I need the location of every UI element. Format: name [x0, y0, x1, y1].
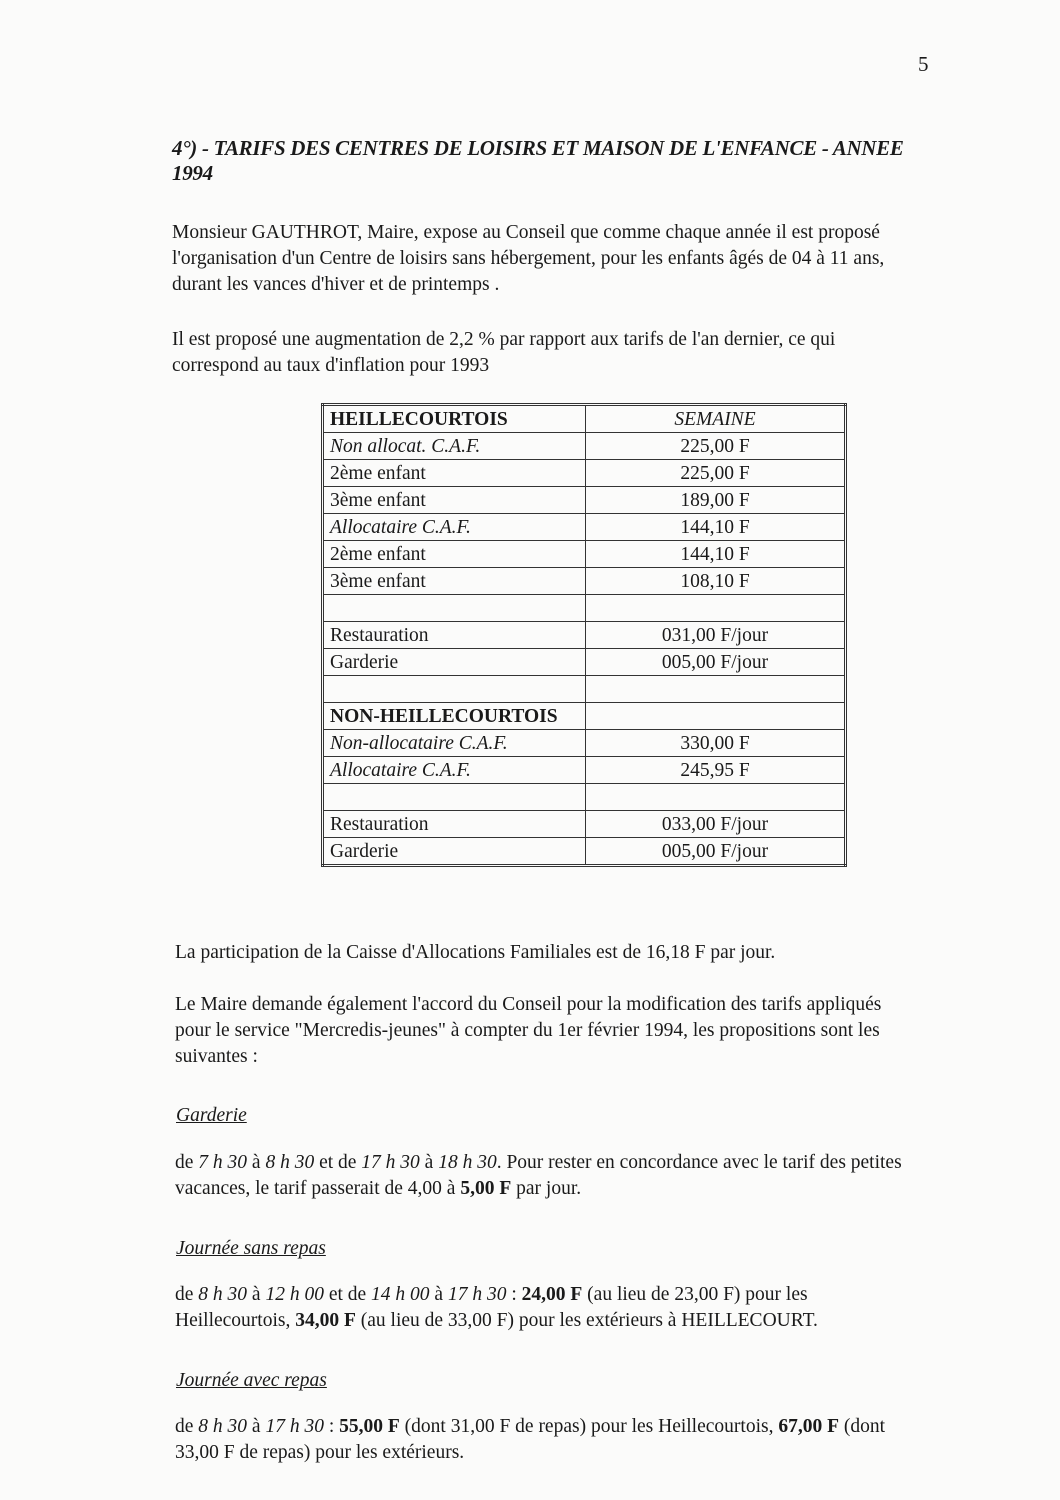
augmentation-paragraph: Il est proposé une augmentation de 2,2 % par rapport aux tarifs de l'an dernier, ce qui correspond au taux d'inflation pour 1993 — [172, 329, 836, 376]
row-label: Non allocat. C.A.F. — [323, 433, 586, 460]
tarifs-table — [321, 403, 847, 867]
avec-repas-paragraph: de 8 h 30 à 17 h 30 : 55,00 F (dont 31,00 F de repas) pour les Heillecourtois, 67,00 F (dont 33,00 F de repas) pour les extérieurs. — [175, 1416, 886, 1463]
row-value: 330,00 F — [586, 730, 846, 757]
table-row — [323, 460, 846, 487]
table-row-empty — [323, 676, 846, 703]
table-header-value: SEMAINE — [586, 405, 846, 433]
row-label: Garderie — [323, 838, 586, 866]
row-value: 189,00 F — [586, 487, 846, 514]
row-label: 3ème enfant — [323, 487, 586, 514]
row-label: 2ème enfant — [323, 541, 586, 568]
intro-paragraph: Monsieur GAUTHROT, Maire, expose au Conseil que comme chaque année il est proposé l'organisation d'un Centre de loisirs sans hébergement, pour les enfants âgés de 04 à 11 ans, durant les vances d'hiver et de printemps . — [172, 222, 885, 295]
mercredis-paragraph: Le Maire demande également l'accord du Conseil pour la modification des tarifs appliqués pour le service "Mercredis-jeunes" à compter du 1er février 1994, les propositions sont les suivantes : — [175, 994, 882, 1067]
row-value: 005,00 F/jour — [586, 649, 846, 676]
row-label — [323, 595, 586, 622]
garderie-subheading: Garderie — [176, 1105, 247, 1126]
row-value — [586, 703, 846, 730]
row-label: Non-allocataire C.A.F. — [323, 730, 586, 757]
table-section-row — [323, 703, 846, 730]
row-value: 144,10 F — [586, 541, 846, 568]
row-value — [586, 595, 846, 622]
avec-repas-subheading: Journée avec repas — [176, 1370, 327, 1391]
row-value: 108,10 F — [586, 568, 846, 595]
row-label: Allocataire C.A.F. — [323, 514, 586, 541]
table-row — [323, 514, 846, 541]
table-row — [323, 730, 846, 757]
row-label: Restauration — [323, 811, 586, 838]
row-label: Allocataire C.A.F. — [323, 757, 586, 784]
table-row-empty — [323, 595, 846, 622]
row-label: 3ème enfant — [323, 568, 586, 595]
row-value: 031,00 F/jour — [586, 622, 846, 649]
page-number: 5 — [918, 52, 929, 76]
row-value: 225,00 F — [586, 460, 846, 487]
table-row — [323, 487, 846, 514]
table-row — [323, 757, 846, 784]
sans-repas-subheading: Journée sans repas — [176, 1238, 326, 1259]
garderie-paragraph: de 7 h 30 à 8 h 30 et de 17 h 30 à 18 h 30. Pour rester en concordance avec le tarif des petites vacances, le tarif passerait de 4,00 à 5,00 F par jour. — [175, 1152, 902, 1199]
row-label: NON-HEILLECOURTOIS — [323, 703, 586, 730]
row-value: 005,00 F/jour — [586, 838, 846, 866]
table-row — [323, 649, 846, 676]
row-label: Garderie — [323, 649, 586, 676]
row-value: 144,10 F — [586, 514, 846, 541]
caf-paragraph: La participation de la Caisse d'Allocations Familiales est de 16,18 F par jour. — [175, 942, 776, 963]
table-row — [323, 568, 846, 595]
table-row — [323, 811, 846, 838]
section-heading: 4°) - TARIFS DES CENTRES DE LOISIRS ET MAISON DE L'ENFANCE - ANNEE 1994 — [172, 136, 904, 185]
table-row — [323, 541, 846, 568]
row-value: 245,95 F — [586, 757, 846, 784]
row-label — [323, 784, 586, 811]
table-row — [323, 433, 846, 460]
table-row-empty — [323, 784, 846, 811]
table-row — [323, 838, 846, 866]
table-header-label: HEILLECOURTOIS — [323, 405, 586, 433]
row-value — [586, 676, 846, 703]
row-value: 033,00 F/jour — [586, 811, 846, 838]
row-label: 2ème enfant — [323, 460, 586, 487]
table-row — [323, 622, 846, 649]
row-value — [586, 784, 846, 811]
row-label: Restauration — [323, 622, 586, 649]
row-label — [323, 676, 586, 703]
row-value: 225,00 F — [586, 433, 846, 460]
table-header-row — [323, 405, 846, 433]
sans-repas-paragraph: de 8 h 30 à 12 h 00 et de 14 h 00 à 17 h 30 : 24,00 F (au lieu de 23,00 F) pour les Heillecourtois, 34,00 F (au lieu de 33,00 F) pour les extérieurs à HEILLECOURT. — [175, 1284, 818, 1331]
